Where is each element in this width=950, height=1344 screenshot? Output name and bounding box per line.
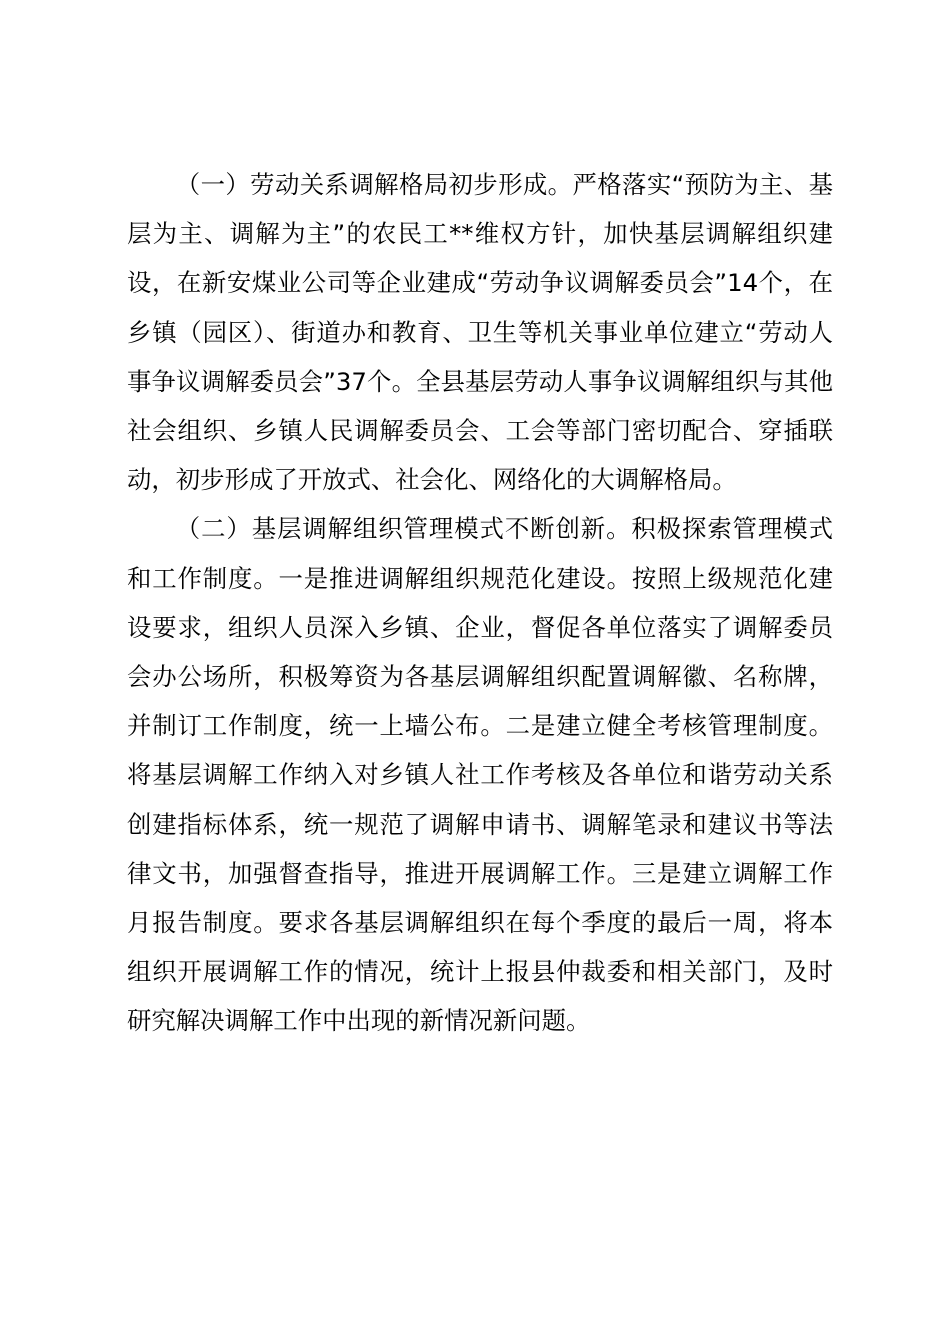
paragraph-labor-mediation-pattern: （一）劳动关系调解格局初步形成。严格落实“预防为主、基层为主、调解为主”的农民工**维权方针，加快基层调解组织建设，在新安煤业公司等企业建成“劳动争议调解委员会”14个，在乡镇（园区）、街道办和教育、卫生等机关事业单位建立“劳动人事争议调解委员会”37个。全县基层劳动人事争议调解组织与其他社会组织、乡镇人民调解委员会、工会等部门密切配合、穿插联动，初步形成了开放式、社会化、网络化的大调解格局。 xyxy=(127,170,833,495)
document-body xyxy=(127,160,833,1046)
paragraph-management-innovation: （二）基层调解组织管理模式不断创新。积极探索管理模式和工作制度。一是推进调解组织规范化建设。按照上级规范化建设要求，组织人员深入乡镇、企业，督促各单位落实了调解委员会办公场所，积极筹资为各基层调解组织配置调解徽、名称牌，并制订工作制度，统一上墙公布。二是建立健全考核管理制度。将基层调解工作纳入对乡镇人社工作考核及各单位和谐劳动关系创建指标体系，统一规范了调解申请书、调解笔录和建议书等法律文书，加强督查指导，推进开展调解工作。三是建立调解工作月报告制度。要求各基层调解组织在每个季度的最后一周，将本组织开展调解工作的情况，统计上报县仲裁委和相关部门，及时研究解决调解工作中出现的新情况新问题。 xyxy=(127,514,833,1036)
